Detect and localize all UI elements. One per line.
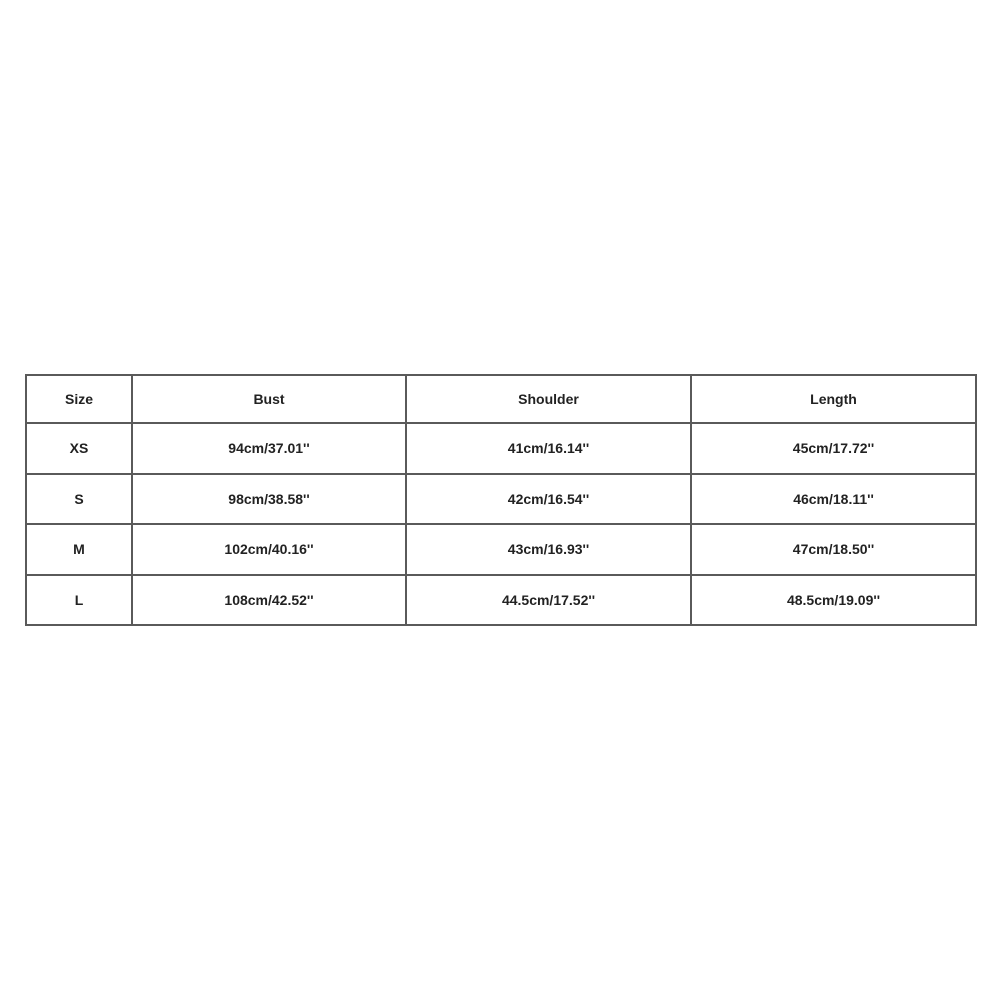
table-row [26,423,976,474]
cell-length: 48.5cm/19.09'' [691,575,976,626]
header-bust: Bust [132,375,406,423]
header-size: Size [26,375,132,423]
cell-size: S [26,474,132,525]
cell-size: M [26,524,132,575]
cell-bust: 108cm/42.52'' [132,575,406,626]
header-length: Length [691,375,976,423]
cell-bust: 94cm/37.01'' [132,423,406,474]
cell-shoulder: 44.5cm/17.52'' [406,575,691,626]
cell-shoulder: 43cm/16.93'' [406,524,691,575]
table-row [26,575,976,626]
cell-shoulder: 41cm/16.14'' [406,423,691,474]
table-row [26,474,976,525]
cell-size: XS [26,423,132,474]
cell-bust: 102cm/40.16'' [132,524,406,575]
cell-length: 46cm/18.11'' [691,474,976,525]
table-row [26,524,976,575]
size-chart-table [25,374,977,626]
table-header-row [26,375,976,423]
cell-length: 45cm/17.72'' [691,423,976,474]
header-shoulder: Shoulder [406,375,691,423]
cell-bust: 98cm/38.58'' [132,474,406,525]
cell-shoulder: 42cm/16.54'' [406,474,691,525]
cell-length: 47cm/18.50'' [691,524,976,575]
cell-size: L [26,575,132,626]
